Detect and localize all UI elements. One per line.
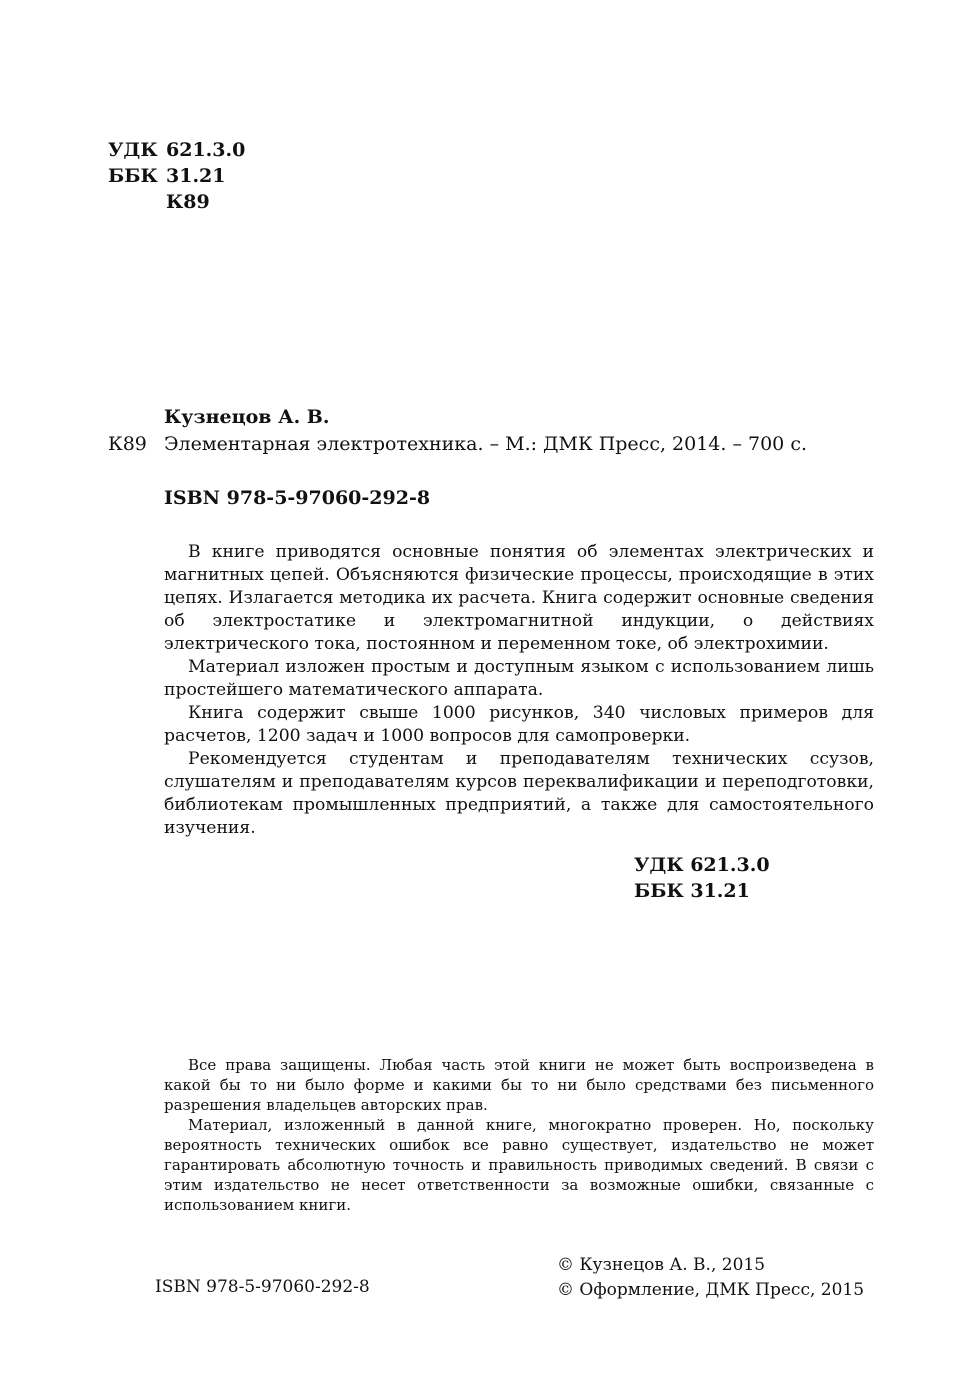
bbk-bottom: ББК 31.21 <box>634 880 750 902</box>
rights-paragraph: Все права защищены. Любая часть этой книги не может быть воспроизведена в какой бы то ни было форме и какими бы то ни было средствами без письменного разрешения владельцев авторских прав. <box>164 1056 874 1114</box>
bbk-value: 31.21 <box>166 165 226 187</box>
udk-line-top <box>108 138 245 162</box>
abstract-paragraph: Материал изложен простым и доступным языком с использованием лишь простейшего математического аппарата. <box>164 657 874 700</box>
author-mark-line-top <box>108 190 210 214</box>
abstract-paragraph: Книга содержит свыше 1000 рисунков, 340 числовых примеров для расчетов, 1200 задач и 1000 вопросов для самопроверки. <box>164 703 874 746</box>
rights-notice <box>164 1055 874 1215</box>
abstract <box>164 541 874 840</box>
udk-value: 621.3.0 <box>166 139 246 161</box>
classification-bottom <box>634 852 770 904</box>
copyright-block <box>557 1253 864 1303</box>
abstract-paragraph: В книге приводятся основные понятия об элементах электрических и магнитных цепей. Объясняются физические процессы, происходящие в этих цепях. Излагается методика их расчета. Книга содержит основные сведения об электростатике и электромагнитной индукции, о действиях электрического тока, постоянном и переменном токе, об электрохимии. <box>164 542 874 654</box>
bbk-label: ББК <box>108 165 158 187</box>
isbn-top: ISBN 978-5-97060-292-8 <box>164 487 431 509</box>
abstract-paragraph: Рекомендуется студентам и преподавателям технических ссузов, слушателям и преподавателям курсов переквалификации и переподготовки, библиотекам промышленных предприятий, а также для самостоятельного изучения. <box>164 749 874 838</box>
author-mark: К89 <box>108 433 147 455</box>
copyright-author: © Кузнецов А. В., 2015 <box>557 1255 766 1275</box>
isbn-bottom: ISBN 978-5-97060-292-8 <box>155 1277 370 1297</box>
udk-bottom: УДК 621.3.0 <box>634 854 770 876</box>
copyright-design: © Оформление, ДМК Пресс, 2015 <box>557 1280 865 1300</box>
rights-paragraph: Материал, изложенный в данной книге, многократно проверен. Но, поскольку вероятность технических ошибок все равно существует, издательство не может гарантировать абсолютную точность и правильность приводимых сведений. В связи с этим издательство не несет ответственности за возможные ошибки, связанные с использованием книги. <box>164 1116 874 1214</box>
book-title-line: Элементарная электротехника. – М.: ДМК Пресс, 2014. – 700 с. <box>164 433 807 455</box>
bbk-line-top <box>108 164 226 188</box>
udk-label: УДК <box>108 139 158 161</box>
author-name: Кузнецов А. В. <box>164 406 330 428</box>
author-mark-top: К89 <box>166 191 210 213</box>
